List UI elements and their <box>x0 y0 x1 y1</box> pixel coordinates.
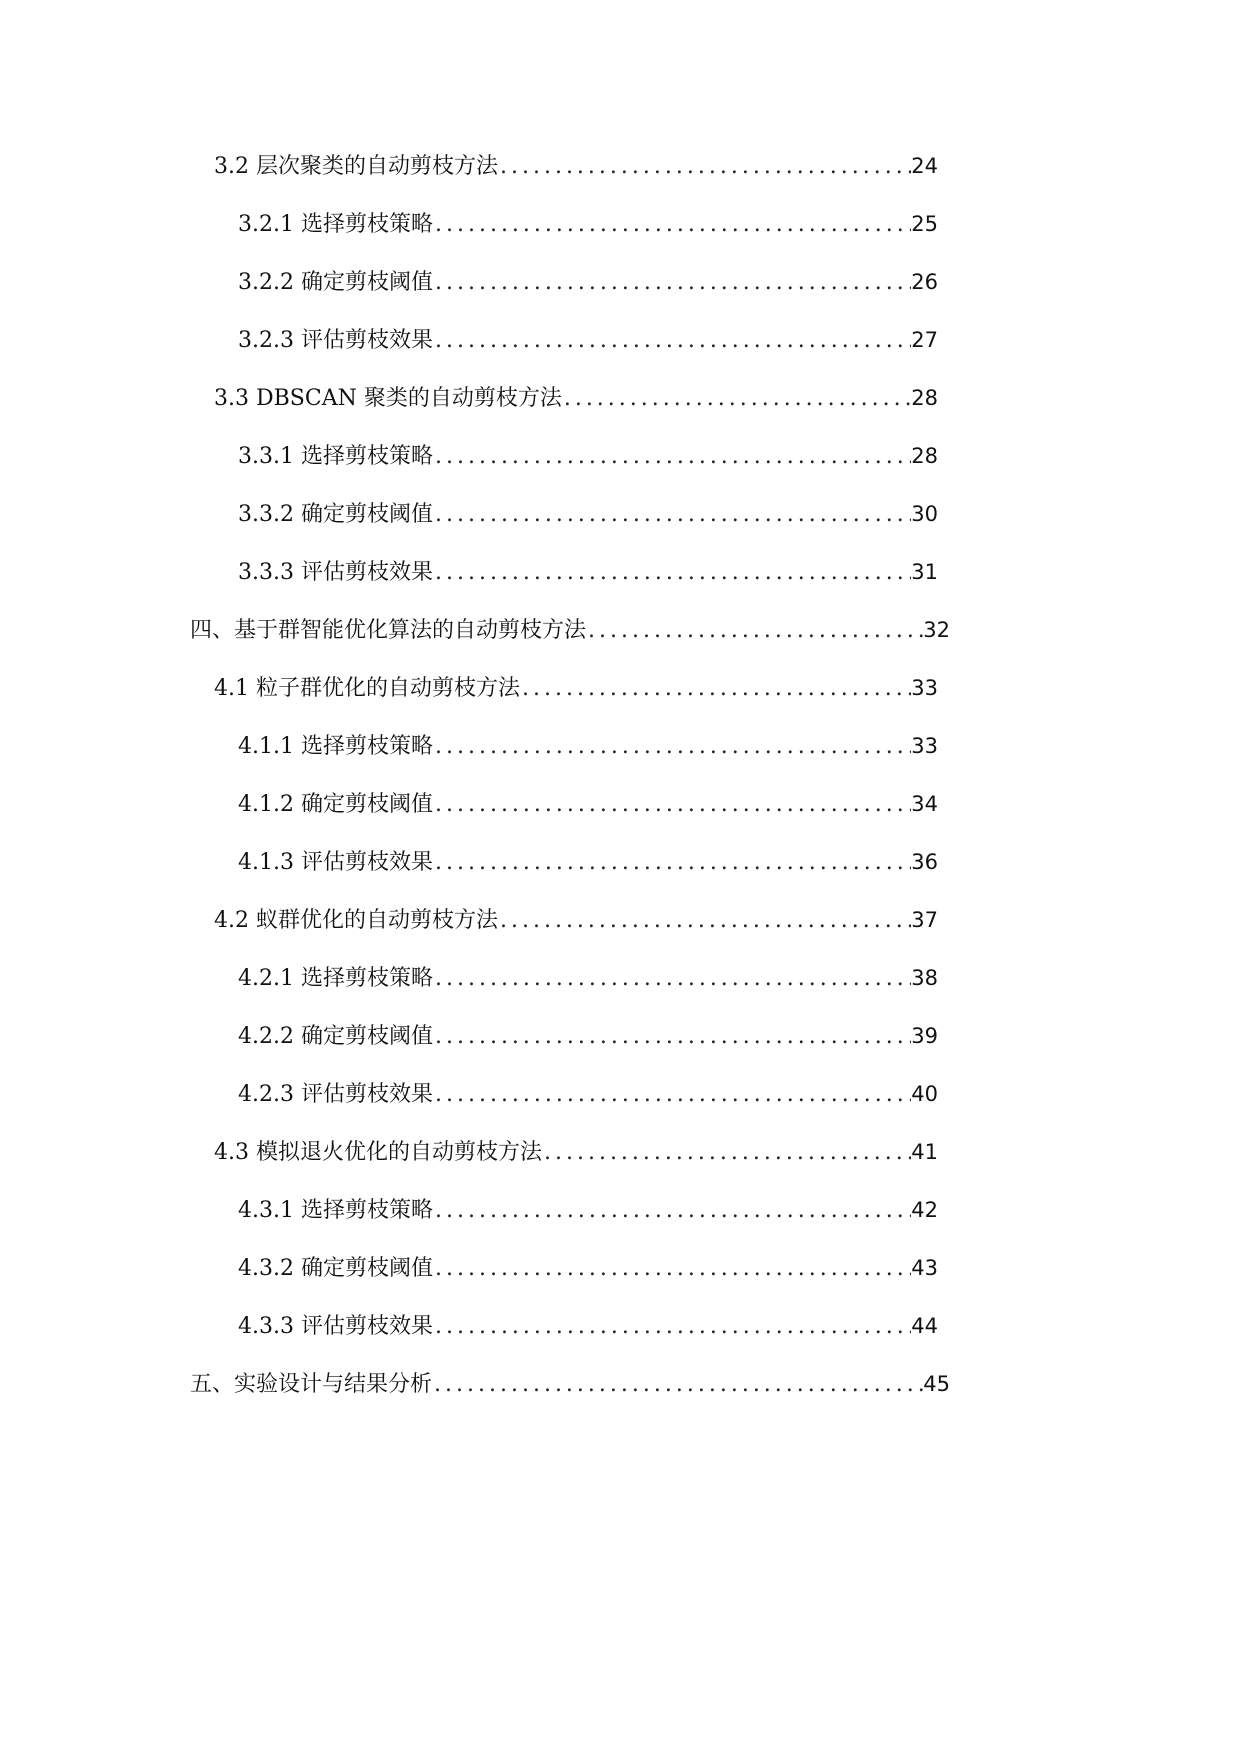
toc-entry[interactable] <box>214 378 938 418</box>
toc-leader-dots <box>520 669 911 709</box>
toc-entry-label: 四、基于群智能优化算法的自动剪枝方法 <box>190 618 587 643</box>
toc-entry[interactable] <box>238 1074 938 1114</box>
toc-entry-page: 41 <box>911 1140 938 1164</box>
toc-entry-label: 4.3.2 确定剪枝阈值 <box>238 1256 433 1281</box>
toc-entry-page: 45 <box>923 1372 950 1396</box>
toc-entry-page: 33 <box>911 676 938 700</box>
toc-entry[interactable] <box>238 552 938 592</box>
toc-entry-label: 4.3.3 评估剪枝效果 <box>238 1314 433 1339</box>
toc-entry[interactable] <box>238 1248 938 1288</box>
toc-leader-dots <box>433 1191 911 1231</box>
toc-leader-dots <box>498 147 911 187</box>
toc-entry-page: 30 <box>911 502 938 526</box>
toc-entry-page: 26 <box>911 270 938 294</box>
toc-entry-label: 3.2.2 确定剪枝阈值 <box>238 270 433 295</box>
toc-entry-label: 4.2.1 选择剪枝策略 <box>238 966 433 991</box>
toc-entry-label: 五、实验设计与结果分析 <box>190 1372 433 1397</box>
toc-entry-page: 24 <box>911 154 938 178</box>
toc-entry-page: 27 <box>911 328 938 352</box>
toc-entry-page: 43 <box>911 1256 938 1280</box>
toc-entry-page: 42 <box>911 1198 938 1222</box>
toc-entry[interactable] <box>238 958 938 998</box>
toc-entry-page: 31 <box>911 560 938 584</box>
toc-leader-dots <box>433 437 911 477</box>
toc-leader-dots <box>433 959 911 999</box>
toc-entry-label: 3.3.3 评估剪枝效果 <box>238 560 433 585</box>
toc-entry[interactable] <box>238 262 938 302</box>
toc-leader-dots <box>433 321 911 361</box>
toc-leader-dots <box>562 379 911 419</box>
toc-entry-label: 4.1.2 确定剪枝阈值 <box>238 792 433 817</box>
toc-leader-dots <box>542 1133 911 1173</box>
toc-entry[interactable] <box>214 668 938 708</box>
toc-entry-label: 4.3 模拟退火优化的自动剪枝方法 <box>214 1140 542 1165</box>
toc-entry[interactable] <box>238 726 938 766</box>
toc-entry-label: 3.3.2 确定剪枝阈值 <box>238 502 433 527</box>
toc-entry-page: 38 <box>911 966 938 990</box>
toc-entry-label: 4.3.1 选择剪枝策略 <box>238 1198 433 1223</box>
toc-leader-dots <box>433 1075 911 1115</box>
toc-entry[interactable] <box>238 204 938 244</box>
toc-entry-page: 44 <box>911 1314 938 1338</box>
toc-entry-page: 40 <box>911 1082 938 1106</box>
toc-entry-page: 37 <box>911 908 938 932</box>
toc-leader-dots <box>498 901 911 941</box>
toc-entry-label: 4.1.3 评估剪枝效果 <box>238 850 433 875</box>
toc-leader-dots <box>433 843 911 883</box>
toc-entry-label: 3.2 层次聚类的自动剪枝方法 <box>214 154 498 179</box>
toc-entry-label: 4.1 粒子群优化的自动剪枝方法 <box>214 676 520 701</box>
toc-leader-dots <box>433 1017 911 1057</box>
toc-leader-dots <box>433 727 911 767</box>
toc-leader-dots <box>586 611 923 651</box>
toc-entry[interactable] <box>238 784 938 824</box>
toc-entry[interactable] <box>214 146 938 186</box>
toc-entry[interactable] <box>238 436 938 476</box>
toc-entry[interactable] <box>238 842 938 882</box>
toc-leader-dots <box>433 205 911 245</box>
toc-entry[interactable] <box>238 1016 938 1056</box>
toc-leader-dots <box>433 263 911 303</box>
toc-entry-page: 34 <box>911 792 938 816</box>
toc-entry[interactable] <box>238 1306 938 1346</box>
toc-leader-dots <box>433 1307 911 1347</box>
toc-entry-label: 4.2.3 评估剪枝效果 <box>238 1082 433 1107</box>
toc-entry-page: 36 <box>911 850 938 874</box>
toc-entry-label: 3.2.3 评估剪枝效果 <box>238 328 433 353</box>
toc-entry-label: 4.2.2 确定剪枝阈值 <box>238 1024 433 1049</box>
toc-entry-label: 3.3 DBSCAN 聚类的自动剪枝方法 <box>214 386 562 411</box>
toc-entry[interactable] <box>214 900 938 940</box>
toc-entry[interactable] <box>190 610 950 650</box>
toc-entry[interactable] <box>238 320 938 360</box>
toc-entry-label: 3.2.1 选择剪枝策略 <box>238 212 433 237</box>
toc-entry-page: 39 <box>911 1024 938 1048</box>
toc-leader-dots <box>433 495 911 535</box>
toc-entry[interactable] <box>214 1132 938 1172</box>
toc-entry-page: 25 <box>911 212 938 236</box>
toc-leader-dots <box>433 553 911 593</box>
toc-entry-label: 4.1.1 选择剪枝策略 <box>238 734 433 759</box>
toc-entry-page: 28 <box>911 444 938 468</box>
toc-leader-dots <box>432 1365 923 1405</box>
toc-leader-dots <box>433 1249 911 1289</box>
toc-entry[interactable] <box>238 1190 938 1230</box>
toc-entry-page: 28 <box>911 386 938 410</box>
toc-entry[interactable] <box>238 494 938 534</box>
toc-entry[interactable] <box>190 1364 950 1404</box>
toc-entry-page: 33 <box>911 734 938 758</box>
toc-entry-page: 32 <box>923 618 950 642</box>
toc-entry-label: 3.3.1 选择剪枝策略 <box>238 444 433 469</box>
toc-entry-label: 4.2 蚁群优化的自动剪枝方法 <box>214 908 498 933</box>
toc-leader-dots <box>433 785 911 825</box>
